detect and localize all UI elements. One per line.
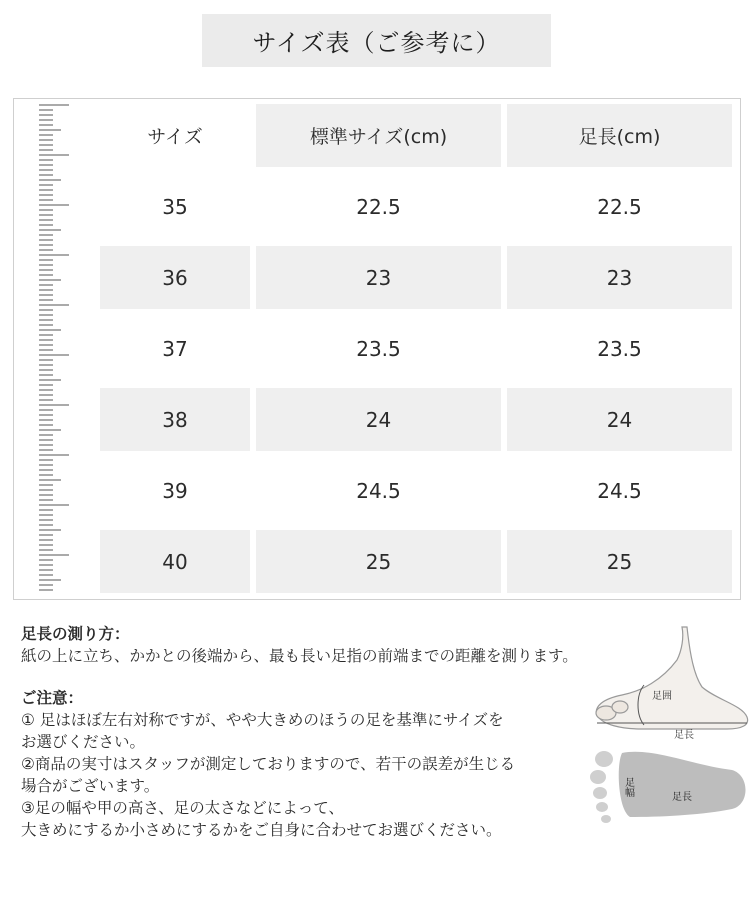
header-foot-length: 足長(cm) xyxy=(507,104,732,167)
cell-standard-size: 24 xyxy=(256,388,501,451)
header-standard-size: 標準サイズ(cm) xyxy=(256,104,501,167)
cell-foot-length: 23.5 xyxy=(597,336,642,361)
cell-size: 35 xyxy=(162,194,188,219)
ruler-decoration xyxy=(21,101,96,593)
cell-size: 39 xyxy=(162,478,188,503)
caution-line: ③足の幅や甲の高さ、足の太さなどによって、 xyxy=(21,799,344,817)
cell-standard-size: 25 xyxy=(256,530,501,593)
girth-label: 足囲 xyxy=(652,691,672,702)
foot-side-view-illustration xyxy=(596,627,748,729)
foot-measurement-diagram xyxy=(582,625,750,825)
caution-line: ②商品の実寸はスタッフが測定しておりますので、若干の誤差が生じる xyxy=(21,755,516,773)
cell-foot-length: 24.5 xyxy=(597,478,642,503)
cell-size: 36 xyxy=(100,246,250,309)
cell-standard-size: 23.5 xyxy=(356,336,401,361)
caution-line: 大きめにするか小さめにするかをご自身に合わせてお選びください。 xyxy=(21,821,502,839)
cell-size: 40 xyxy=(100,530,250,593)
page-title: サイズ表（ご参考に） xyxy=(202,14,551,67)
measure-heading: 足長の測り方： xyxy=(21,625,130,643)
cell-foot-length: 25 xyxy=(507,530,732,593)
caution-heading: ご注意： xyxy=(21,689,84,707)
header-size: サイズ xyxy=(147,126,203,148)
cell-foot-length: 24 xyxy=(507,388,732,451)
caution-line: ① 足はほぼ左右対称ですが、やや大きめのほうの足を基準にサイズを xyxy=(21,711,504,729)
footprint-illustration xyxy=(590,751,746,823)
width-label: 足幅 xyxy=(622,777,634,797)
caution-line: お選びください。 xyxy=(21,733,146,751)
cell-size: 38 xyxy=(100,388,250,451)
length-label-sole: 足長 xyxy=(672,792,692,803)
cell-standard-size: 22.5 xyxy=(356,194,401,219)
measurement-notes xyxy=(21,623,661,841)
cell-standard-size: 23 xyxy=(256,246,501,309)
caution-line: 場合がございます。 xyxy=(21,777,160,795)
cell-foot-length: 22.5 xyxy=(597,194,642,219)
cell-size: 37 xyxy=(162,336,188,361)
cell-standard-size: 24.5 xyxy=(356,478,401,503)
cell-foot-length: 23 xyxy=(507,246,732,309)
measure-text: 紙の上に立ち、かかとの後端から、最も長い足指の前端までの距離を測ります。 xyxy=(21,647,578,665)
length-label-side: 足長 xyxy=(674,730,694,741)
